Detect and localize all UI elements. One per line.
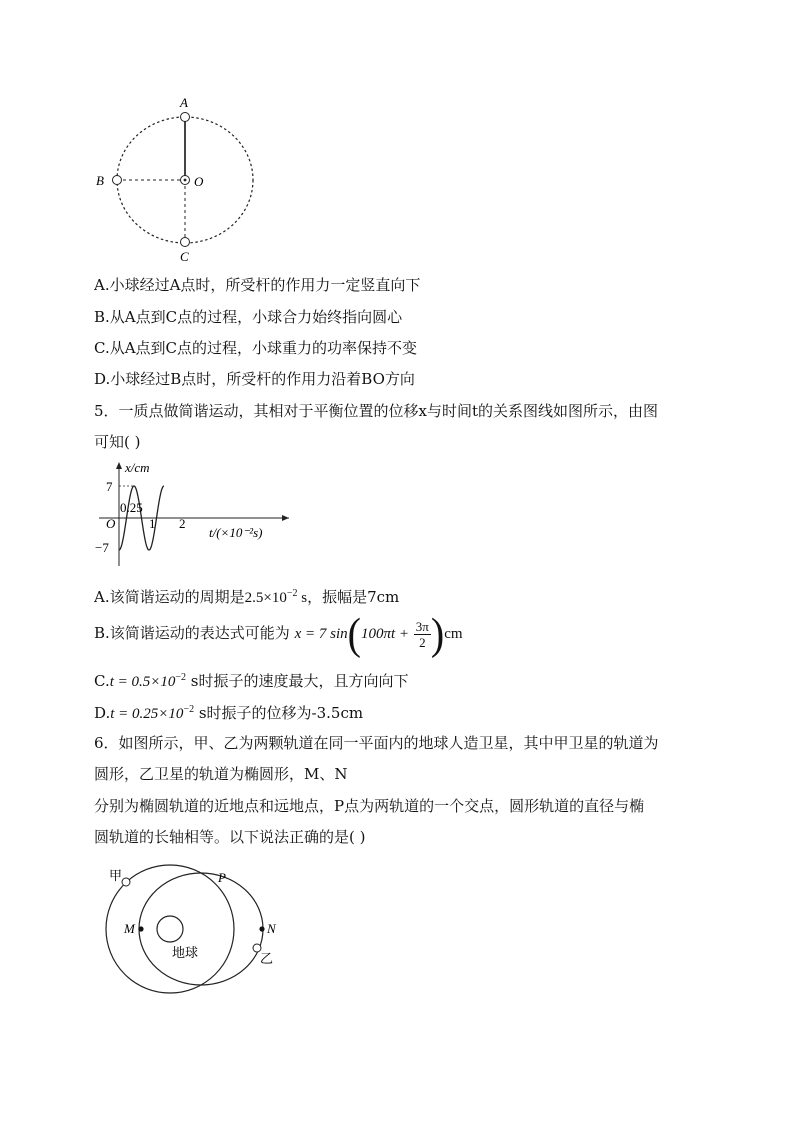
q5-a-suffix: ，振幅是7cm xyxy=(307,588,400,606)
q5-b-fraction xyxy=(414,619,431,650)
point-m xyxy=(138,926,143,931)
q4-option-a: A.小球经过A点时，所受杆的作用力一定竖直向下 xyxy=(94,276,421,294)
q5-d-time: t = 0.25×10 xyxy=(110,706,184,722)
ball-a xyxy=(181,113,190,122)
y-axis-label: x/cm xyxy=(125,460,150,475)
x-axis-arrow-icon xyxy=(282,515,289,521)
right-paren-icon: ) xyxy=(430,608,445,659)
figure-orbits xyxy=(100,862,290,1002)
q5-c-prefix: C. xyxy=(94,672,110,690)
q5-a-unit: s xyxy=(297,590,308,606)
pivot-dot xyxy=(184,179,187,182)
figure-circle-rod xyxy=(90,92,270,264)
label-m: M xyxy=(124,921,135,936)
q5-a-prefix: A.该简谐运动的周期是 xyxy=(94,588,245,606)
label-p: P xyxy=(218,870,226,885)
point-n xyxy=(259,926,264,931)
q5-b-frac-num: 3π xyxy=(415,618,429,634)
q6-stem-line2: 圆形，乙卫星的轨道为椭圆形，M、N xyxy=(94,765,348,783)
x-tick-2: 2 xyxy=(179,516,186,531)
q5-b-frac-den: 2 xyxy=(419,634,426,650)
ball-c xyxy=(181,238,190,247)
label-earth: 地球 xyxy=(172,946,199,961)
x-tick-025: 0.25 xyxy=(120,500,143,515)
label-c: C xyxy=(180,249,189,264)
q4-option-b: B.从A点到C点的过程，小球合力始终指向圆心 xyxy=(94,308,403,326)
y-tick-7: 7 xyxy=(106,479,113,494)
q5-c-suffix: s时振子的速度最大，且方向向下 xyxy=(186,672,409,690)
x-axis-label: t/(×10⁻²s) xyxy=(209,525,263,540)
label-a: A xyxy=(180,95,188,110)
label-o: O xyxy=(194,174,204,189)
q4-option-d: D.小球经过B点时，所受杆的作用力沿着BO方向 xyxy=(94,370,415,388)
q6-stem-line1: 6．如图所示，甲、乙为两颗轨道在同一平面内的地球人造卫星，其中甲卫星的轨道为 xyxy=(94,734,659,752)
earth xyxy=(157,916,183,942)
q5-d-suffix: s时振子的位移为-3.5cm xyxy=(194,704,364,722)
origin-label: O xyxy=(106,516,116,531)
q5-b-expr-left: x = 7 sin xyxy=(294,626,348,642)
q5-stem-line1: 5．一质点做简谐运动，其相对于平衡位置的位移x与时间t的关系图线如图所示，由图 xyxy=(94,402,659,420)
xt-graph xyxy=(94,458,294,570)
q5-a-period: 2.5×10 xyxy=(244,590,287,606)
x-tick-1: 1 xyxy=(149,516,156,531)
label-n: N xyxy=(267,921,276,936)
q5-b-unit: cm xyxy=(444,626,463,642)
label-yi: 乙 xyxy=(260,952,274,967)
y-axis-arrow-icon xyxy=(116,462,122,469)
y-tick-neg7: −7 xyxy=(95,540,109,555)
q5-a-exp: −2 xyxy=(286,588,298,599)
q5-option-c xyxy=(94,668,409,692)
q5-c-time: t = 0.5×10 xyxy=(109,674,176,690)
satellite-jia xyxy=(122,878,130,886)
q5-b-expr-mid: 100πt + xyxy=(360,626,410,642)
q6-stem-line4: 圆轨道的长轴相等。以下说法正确的是( ) xyxy=(94,828,366,846)
q5-option-d xyxy=(94,700,363,724)
q5-option-a xyxy=(94,584,399,608)
satellite-yi xyxy=(253,944,261,952)
q4-option-c: C.从A点到C点的过程，小球重力的功率保持不变 xyxy=(94,339,418,357)
q5-d-exp: −2 xyxy=(183,704,195,715)
q5-c-exp: −2 xyxy=(175,672,187,683)
ball-b xyxy=(113,176,122,185)
q5-option-b xyxy=(94,608,463,659)
q5-d-prefix: D. xyxy=(94,704,111,722)
label-jia: 甲 xyxy=(109,869,123,884)
left-paren-icon: ( xyxy=(347,608,361,659)
q6-stem-line3: 分别为椭圆轨道的近地点和远地点，P点为两轨道的一个交点，圆形轨道的直径与椭 xyxy=(94,797,645,815)
label-b: B xyxy=(96,173,104,188)
q5-stem-line2: 可知( ) xyxy=(94,433,141,451)
q5-b-prefix: B.该简谐运动的表达式可能为 xyxy=(94,624,290,642)
